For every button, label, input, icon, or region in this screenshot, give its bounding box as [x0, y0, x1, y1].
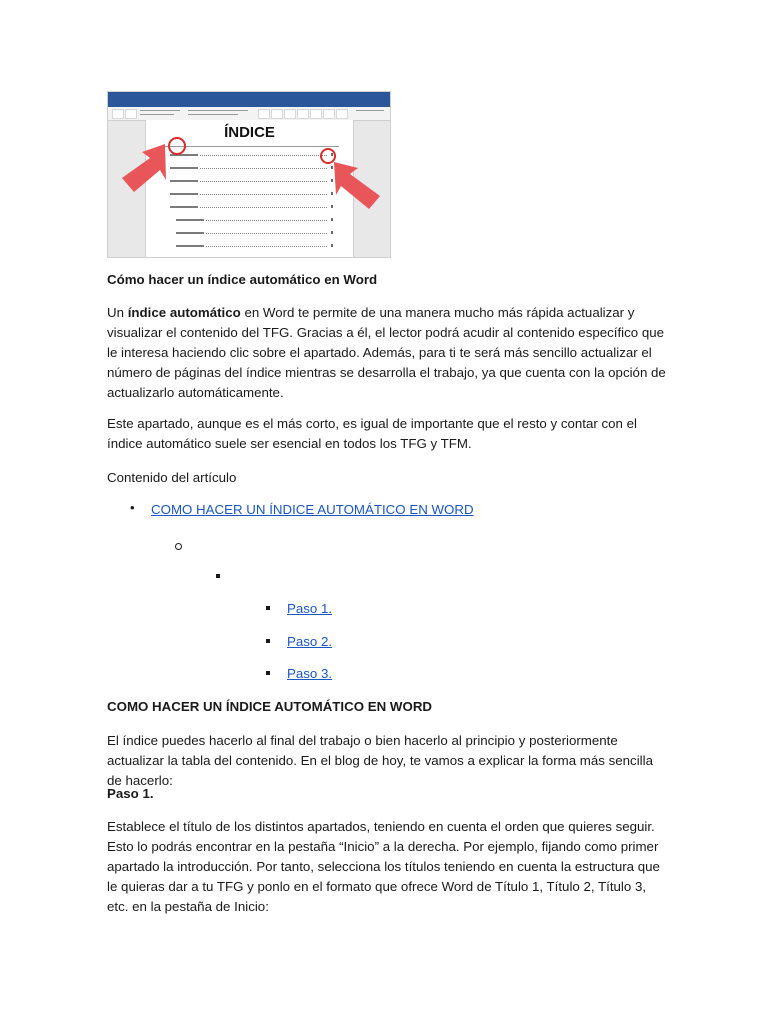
toc-label: Contenido del artículo: [107, 470, 237, 485]
toc-link-main[interactable]: COMO HACER UN ÍNDICE AUTOMÁTICO EN WORD: [151, 502, 474, 517]
bullet-circle: [175, 543, 182, 550]
bullet-dot: •: [130, 500, 135, 515]
toc-link-step-2[interactable]: Paso 2.: [287, 634, 333, 649]
paragraph: El índice puedes hacerlo al final del trabajo o bien hacerlo al principio y posteriormente actualizar la tabla del contenido. En el blog de hoy, te vamos a explicar la forma más sencilla de hacerlo:: [107, 733, 653, 788]
toc-link-step-3[interactable]: Paso 3.: [287, 666, 333, 681]
section-heading: Cómo hacer un índice automático en Word: [107, 272, 378, 287]
section-heading: COMO HACER UN ÍNDICE AUTOMÁTICO EN WORD: [107, 699, 433, 714]
word-index-screenshot: [107, 91, 391, 258]
toc-link-step-1[interactable]: Paso 1.: [287, 601, 333, 616]
step-heading: Paso 1.: [107, 786, 154, 801]
paragraph: Establece el título de los distintos apartados, teniendo en cuenta el orden que quieres seguir. Esto lo podrás encontrar en la pestaña “Inicio” a la derecha. Por ejemplo, fijando como primer apartado la introducción. Por tanto, selecciona los títulos teniendo en cuenta la estructura que le quieras dar a tu TFG y ponlo en el formato que ofrece Word de Título 1, Título 2, Título 3, etc. en la pestaña de Inicio:: [107, 819, 660, 914]
paragraph: Este apartado, aunque es el más corto, es igual de importante que el resto y contar con el índice automático suele ser esencial en todos los TFG y TFM.: [107, 416, 637, 451]
bullet-square: [266, 671, 270, 675]
red-arrow-right-icon: [334, 162, 380, 209]
bullet-square: [266, 606, 270, 610]
bullet-square: [216, 574, 220, 578]
red-arrow-left-icon: [122, 144, 166, 192]
bullet-square: [266, 639, 270, 643]
red-arrows: [108, 92, 390, 257]
intro-paragraph: Un índice automático en Word te permite de una manera mucho más rápida actualizar y visualizar el contenido del TFG. Gracias a él, el lector podrá acudir al contenido específico que le interesa haciendo clic sobre el apartado. Además, para ti te será más sencillo actualizar el número de páginas del índice mientras se desarrolla el trabajo, ya que cuenta con la opción de actualizarlo automáticamente.: [107, 305, 666, 400]
screenshot-index-heading: ÍNDICE: [224, 124, 275, 141]
